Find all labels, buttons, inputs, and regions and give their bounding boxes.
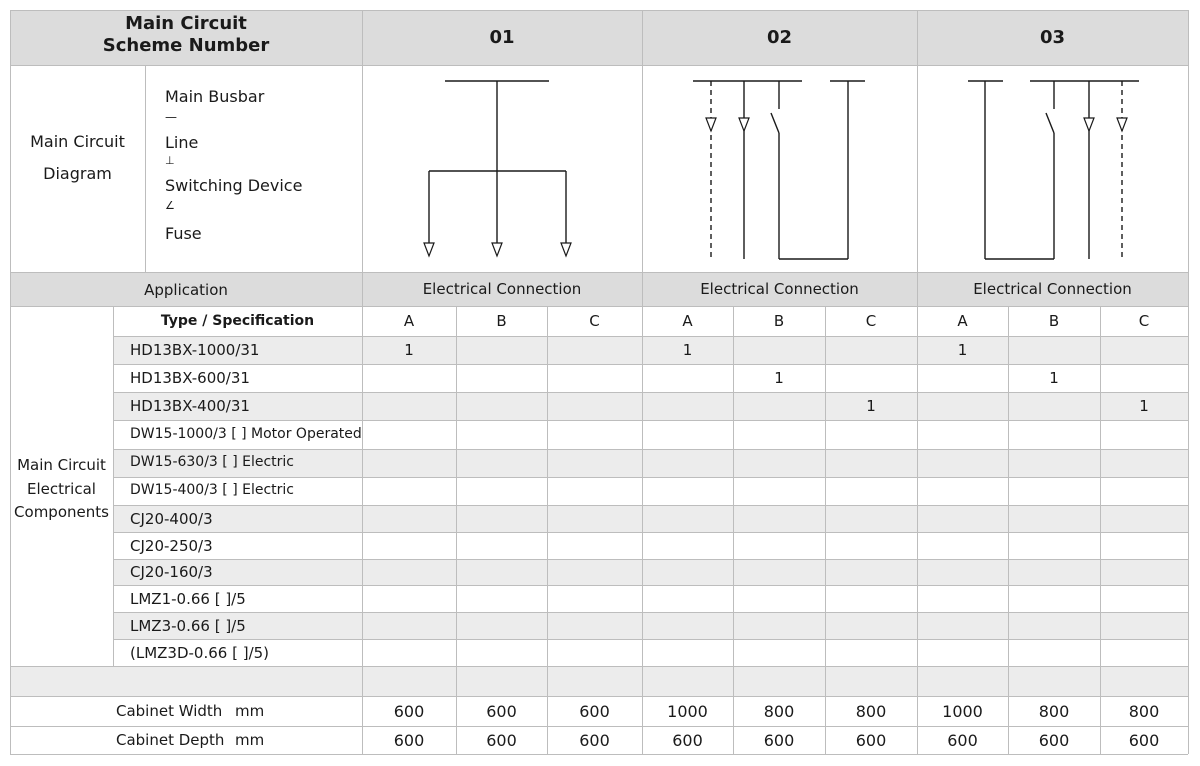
grid-hline bbox=[113, 449, 1188, 450]
grid-vline bbox=[547, 306, 548, 754]
grid-vline bbox=[1100, 306, 1101, 754]
legend-switching-device: Switching Device bbox=[165, 176, 303, 195]
component-quantity: 1 bbox=[957, 341, 968, 359]
sub-column-header: C bbox=[589, 312, 600, 330]
component-name: CJ20-160/3 bbox=[130, 563, 213, 581]
component-quantity: 1 bbox=[682, 341, 693, 359]
component-name: (LMZ3D-0.66 [ ]/5) bbox=[130, 643, 270, 662]
sub-column-header: B bbox=[773, 312, 785, 330]
dimension-value: 600 bbox=[947, 731, 978, 750]
dimension-value: 600 bbox=[486, 731, 517, 750]
grid-vline bbox=[145, 65, 146, 272]
component-name: CJ20-400/3 bbox=[130, 509, 213, 528]
row-stripe bbox=[113, 392, 1188, 420]
application-03: Electrical Connection bbox=[973, 280, 1132, 298]
row-stripe bbox=[113, 505, 1188, 532]
row-stripe bbox=[113, 612, 1188, 639]
component-name: DW15-400/3 [ ] Electric bbox=[130, 482, 294, 498]
dimension-value: 600 bbox=[579, 731, 610, 750]
grid-hline bbox=[10, 666, 1188, 667]
component-name: DW15-1000/3 [ ] Motor Operated bbox=[130, 425, 362, 442]
grid-vline bbox=[456, 306, 457, 754]
grid-hline bbox=[113, 612, 1188, 613]
dimension-value: 600 bbox=[1038, 731, 1070, 750]
sub-column-header: C bbox=[1138, 312, 1150, 330]
component-quantity: 1 bbox=[866, 397, 876, 415]
grid-vline bbox=[1188, 10, 1189, 754]
grid-hline bbox=[113, 420, 1188, 421]
dimension-value: 600 bbox=[393, 731, 425, 750]
grid-hline bbox=[113, 559, 1188, 560]
sub-column-header: B bbox=[496, 312, 507, 330]
component-name: HD13BX-600/31 bbox=[130, 369, 250, 387]
component-quantity: 1 bbox=[1139, 397, 1149, 415]
component-quantity: 1 bbox=[774, 369, 784, 387]
grid-vline bbox=[825, 306, 826, 754]
sub-column-header: C bbox=[865, 312, 877, 330]
dimension-value: 600 bbox=[1128, 731, 1160, 750]
dimension-value: 600 bbox=[486, 702, 517, 721]
scheme-number-label: Main Circuit Scheme Number bbox=[102, 13, 270, 56]
dimension-value: 600 bbox=[579, 702, 610, 721]
dimension-value: 800 bbox=[763, 702, 795, 721]
legend-main-busbar: Main Busbar bbox=[165, 87, 265, 106]
grid-vline bbox=[113, 306, 114, 666]
dimension-value: 800 bbox=[1128, 702, 1160, 721]
grid-hline bbox=[113, 364, 1188, 365]
grid-hline bbox=[113, 336, 1188, 337]
grid-hline bbox=[10, 10, 1188, 11]
component-name: CJ20-250/3 bbox=[130, 536, 213, 555]
application-label: Application bbox=[144, 281, 228, 299]
component-name: HD13BX-400/31 bbox=[130, 397, 250, 415]
dimension-value: 600 bbox=[763, 731, 795, 750]
dimension-value: 800 bbox=[855, 702, 887, 721]
legend-fuse-symbol: ∠ bbox=[165, 199, 175, 212]
type-specification-header: Type / Specification bbox=[160, 313, 315, 329]
dimension-unit: mm bbox=[235, 702, 265, 720]
grid-hline bbox=[10, 754, 1188, 755]
dimension-value: 800 bbox=[1038, 702, 1070, 721]
sub-column-header: A bbox=[682, 312, 693, 330]
circuit-diagram-02 bbox=[642, 66, 917, 272]
scheme-02-header: 02 bbox=[766, 27, 793, 48]
application-02: Electrical Connection bbox=[700, 280, 859, 298]
circuit-diagram-01 bbox=[362, 66, 642, 272]
dimension-value: 1000 bbox=[667, 702, 708, 721]
application-01: Electrical Connection bbox=[422, 280, 582, 298]
grid-hline bbox=[10, 696, 1188, 697]
circuit-diagram-03 bbox=[917, 66, 1188, 272]
components-group-label: Main Circuit Electrical Components bbox=[14, 456, 109, 521]
scheme-01-header: 01 bbox=[489, 27, 515, 48]
dimension-label: Cabinet Depth bbox=[116, 731, 225, 749]
row-stripe bbox=[113, 559, 1188, 585]
sub-column-header: A bbox=[957, 312, 968, 330]
grid-hline bbox=[113, 477, 1188, 478]
component-name: DW15-630/3 [ ] Electric bbox=[130, 454, 294, 470]
grid-hline bbox=[113, 532, 1188, 533]
component-quantity: 1 bbox=[1049, 369, 1059, 387]
grid-hline bbox=[113, 505, 1188, 506]
component-quantity: 1 bbox=[404, 341, 414, 359]
main-circuit-diagram-label: Main Circuit Diagram bbox=[30, 132, 125, 183]
sub-column-header: A bbox=[403, 312, 415, 330]
dimension-value: 1000 bbox=[942, 702, 983, 721]
dimension-value: 600 bbox=[855, 731, 887, 750]
legend-line: Line bbox=[165, 133, 199, 152]
legend-line-symbol: — bbox=[165, 110, 177, 124]
component-name: LMZ3-0.66 [ ]/5 bbox=[130, 616, 246, 635]
dimension-value: 600 bbox=[672, 731, 703, 750]
legend-fuse: Fuse bbox=[165, 224, 202, 243]
grid-hline bbox=[113, 392, 1188, 393]
grid-hline bbox=[10, 306, 1188, 307]
sub-column-header: B bbox=[1048, 312, 1060, 330]
legend-switch-symbol: ⊥ bbox=[165, 154, 175, 167]
grid-hline bbox=[113, 639, 1188, 640]
grid-hline bbox=[10, 272, 1188, 273]
dimension-unit: mm bbox=[235, 731, 265, 749]
grid-vline bbox=[10, 10, 11, 754]
dimension-value: 600 bbox=[393, 702, 425, 721]
spacer-row-bg bbox=[10, 666, 1188, 696]
scheme-03-header: 03 bbox=[1039, 27, 1066, 48]
grid-hline bbox=[10, 726, 1188, 727]
dimension-label: Cabinet Width bbox=[116, 702, 223, 720]
grid-hline bbox=[113, 585, 1188, 586]
component-name: HD13BX-1000/31 bbox=[130, 341, 260, 359]
component-name: LMZ1-0.66 [ ]/5 bbox=[130, 589, 246, 608]
